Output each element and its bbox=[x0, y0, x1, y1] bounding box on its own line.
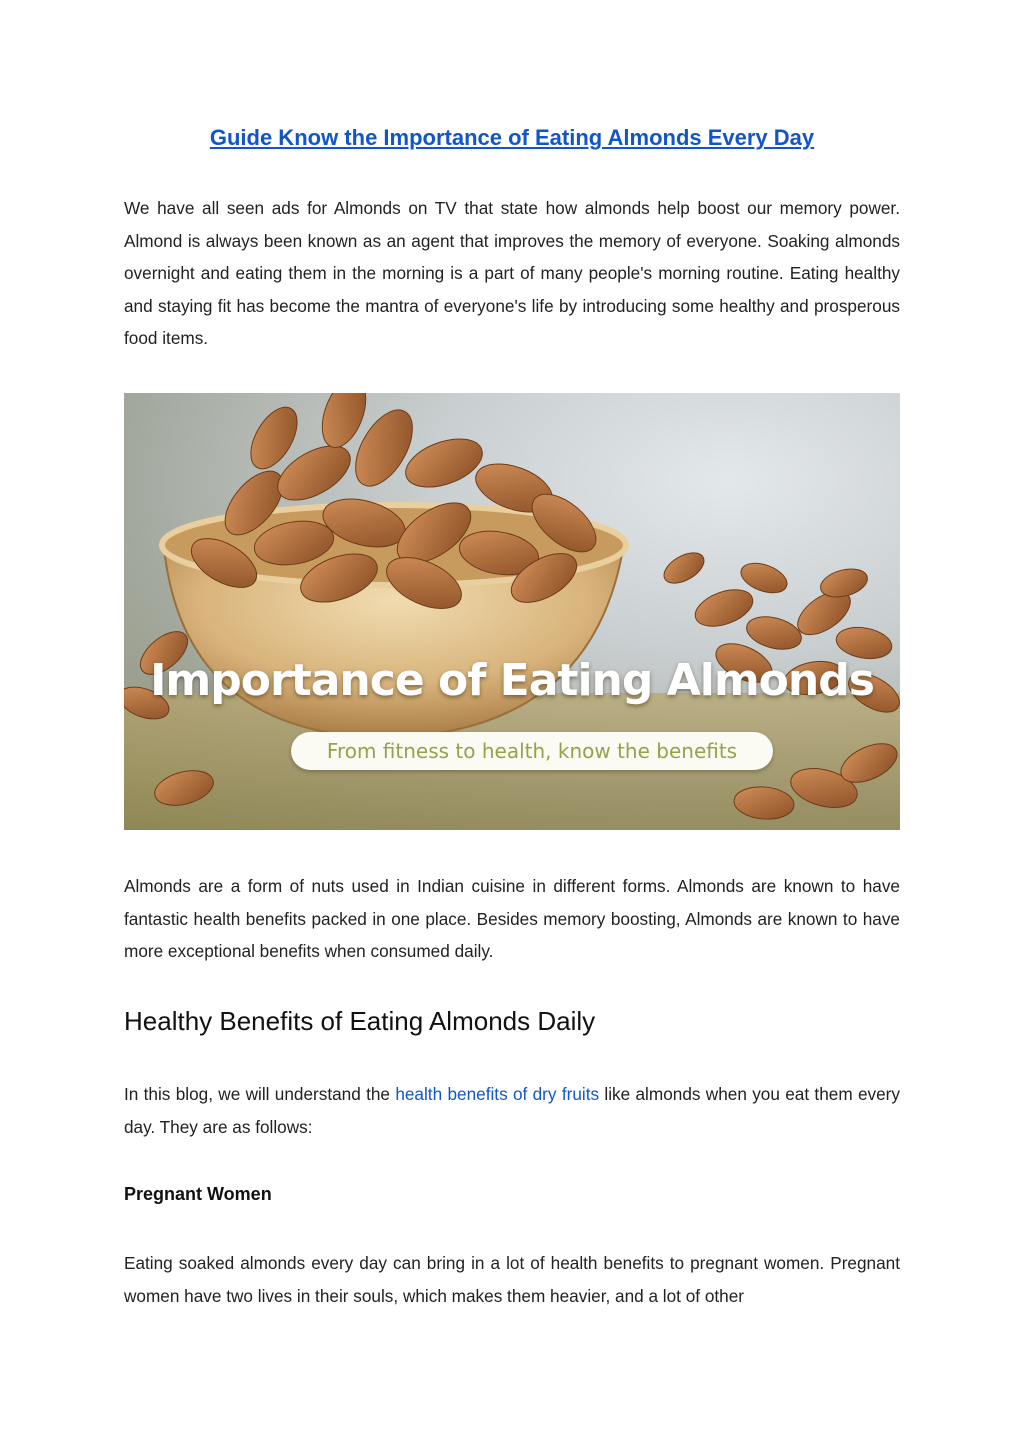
intro-paragraph: We have all seen ads for Almonds on TV that state how almonds help boost our memory power. Almond is always been known as an agent that improves the memory of everyone. Soaking almonds overnight and eating them in the morning is a part of many people's morning routine. Eating healthy and staying fit has become the mantra of everyone's life by introducing some healthy and prosperous food items. bbox=[124, 198, 900, 349]
paragraph-almonds-forms: Almonds are a form of nuts used in Indian cuisine in different forms. Almonds are known to have fantastic health benefits packed in one place. Besides memory boosting, Almonds are known to have more exceptional benefits when consumed daily. bbox=[124, 876, 900, 962]
paragraph-pregnant-women: Eating soaked almonds every day can bring in a lot of health benefits to pregnant women. Pregnant women have two lives in their souls, which makes them heavier, and a lot of other bbox=[124, 1253, 900, 1306]
paragraph-blog-intro bbox=[124, 1078, 900, 1143]
health-benefits-link[interactable]: health benefits of dry fruits bbox=[395, 1084, 600, 1104]
almonds-hero-image bbox=[124, 393, 900, 830]
hero-heading: Importance of Eating Almonds bbox=[150, 655, 874, 706]
paragraph-blog-intro-text-end: like almonds when you eat them every day. They are as follows: bbox=[124, 1084, 900, 1137]
subheading-pregnant-women: Pregnant Women bbox=[124, 1184, 272, 1204]
paragraph-blog-intro-text-start: In this blog, we will understand the bbox=[124, 1084, 396, 1104]
section-heading: Healthy Benefits of Eating Almonds Daily bbox=[124, 1006, 596, 1036]
hero-subheading-pill: From fitness to health, know the benefits bbox=[291, 732, 773, 770]
document-title-link[interactable]: Guide Know the Importance of Eating Almonds Every Day bbox=[209, 125, 815, 150]
